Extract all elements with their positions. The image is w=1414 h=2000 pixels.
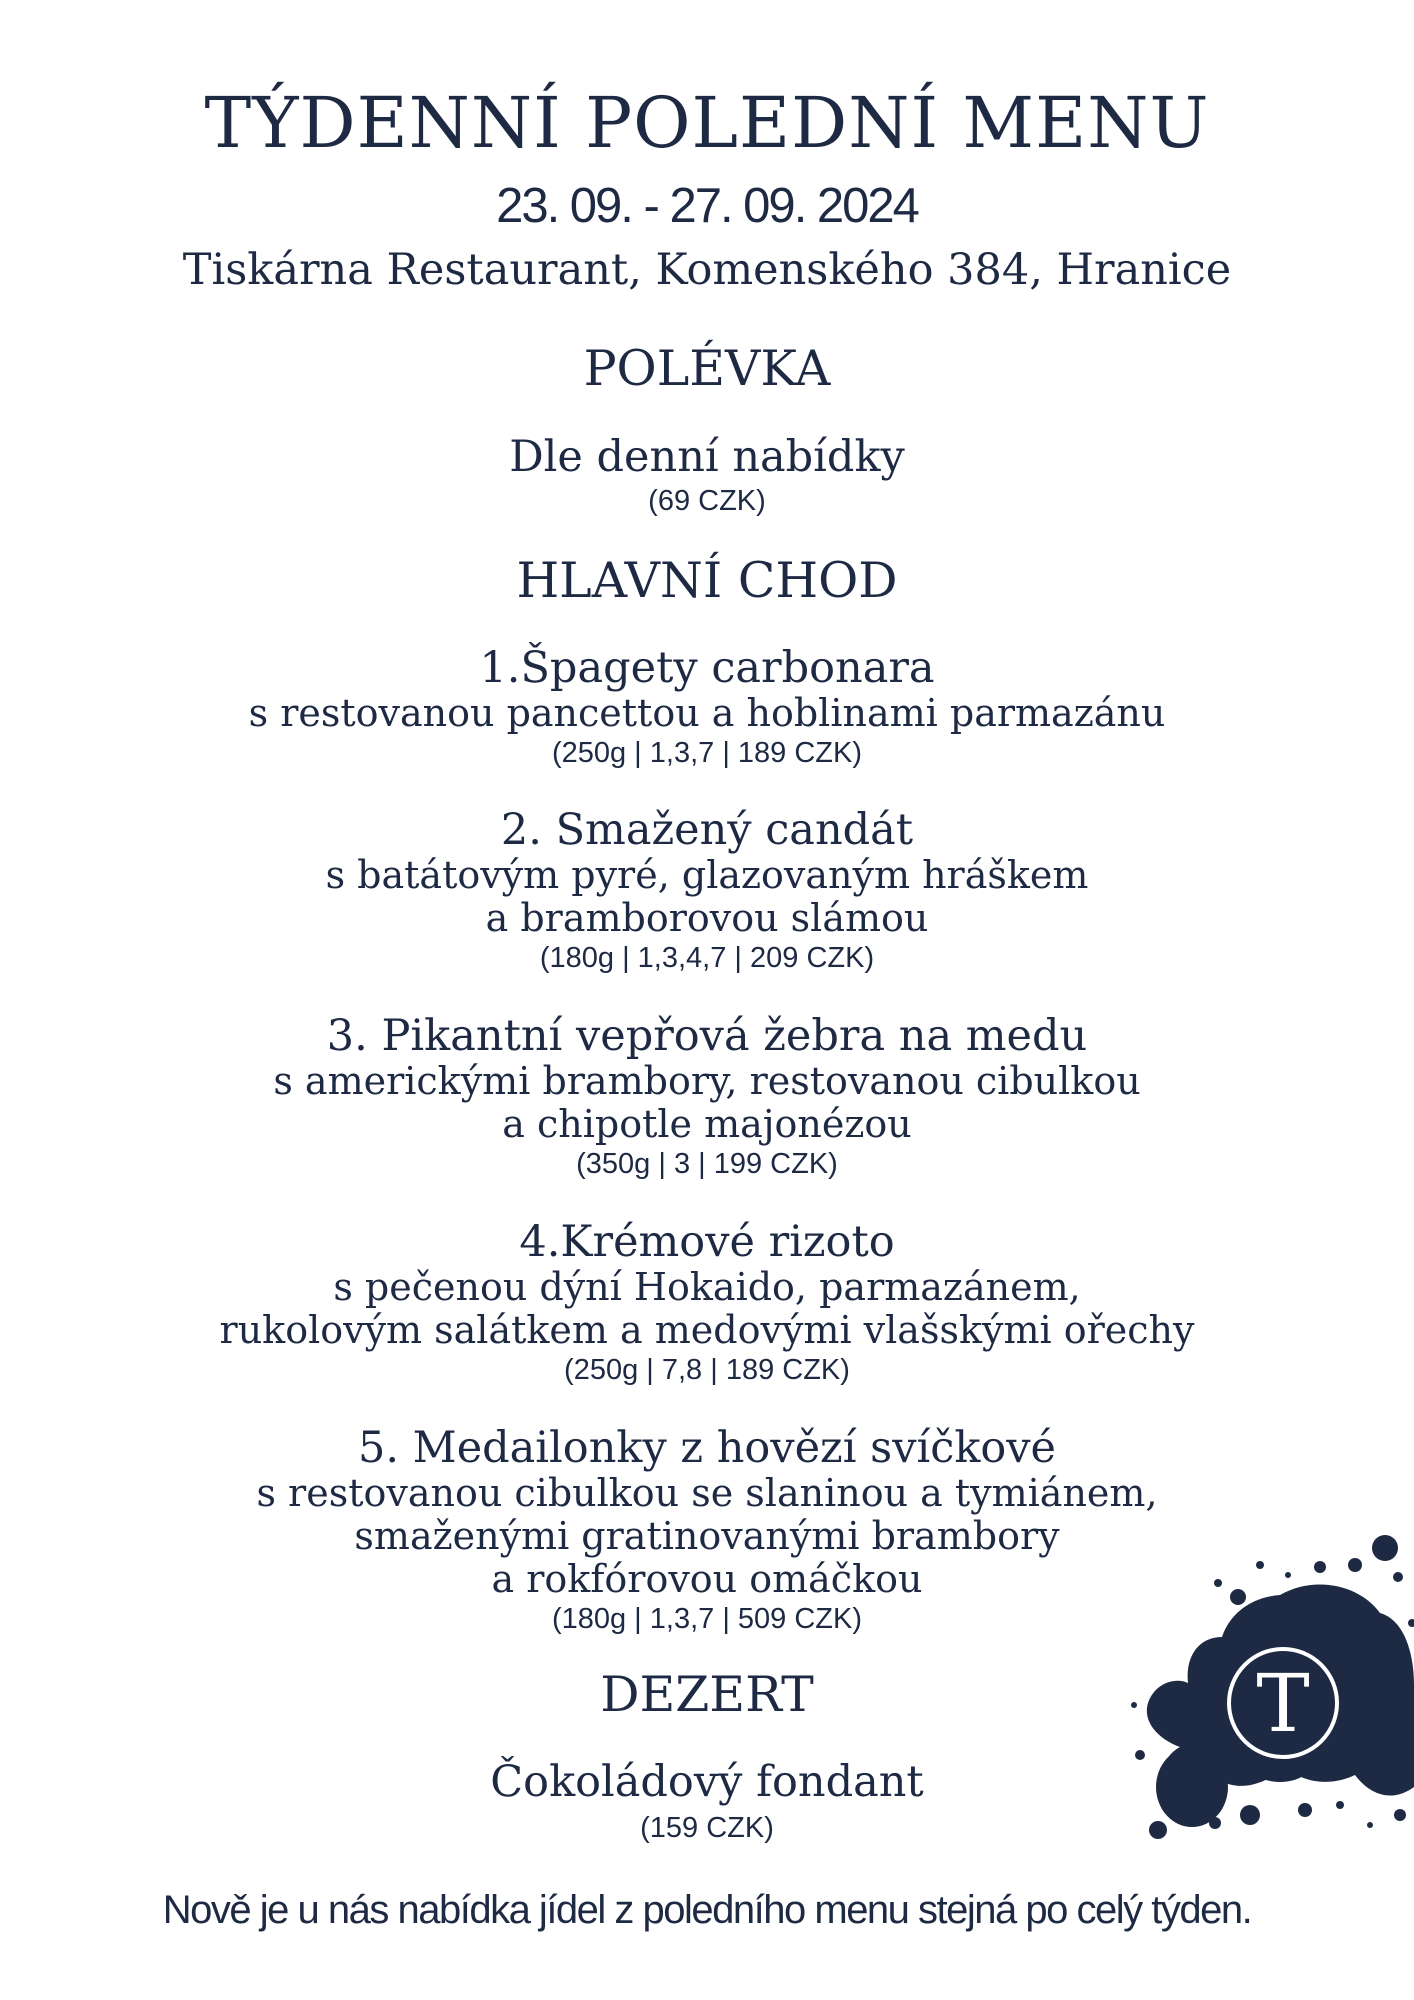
dish-description: a chipotle majonézou [502, 1102, 912, 1146]
dish-description: a rokfórovou omáčkou [491, 1557, 923, 1601]
dish-meta: (350g | 3 | 199 CZK) [576, 1148, 838, 1180]
dessert-heading: DEZERT [600, 1666, 814, 1723]
main-dish-1 [0, 644, 1414, 771]
main-dish-4 [0, 1218, 1414, 1388]
dish-name: 3. Pikantní vepřová žebra na medu [326, 1011, 1088, 1061]
footer-note: Nově je u nás nabídka jídel z poledního menu stejná po celý týden. [162, 1888, 1252, 1932]
dish-description: s restovanou cibulkou se slaninou a tymiánem, [256, 1471, 1158, 1515]
main-dish-2 [0, 806, 1414, 976]
dish-meta: (250g | 7,8 | 189 CZK) [564, 1354, 850, 1386]
soup-name: Dle denní nabídky [509, 432, 905, 482]
dish-description: s restovanou pancettou a hoblinami parmazánu [248, 691, 1166, 735]
dish-meta: (250g | 1,3,7 | 189 CZK) [551, 737, 863, 769]
menu-dates: 23. 09. - 27. 09. 2024 [496, 179, 918, 233]
main-course-heading: HLAVNÍ CHOD [516, 552, 898, 609]
dish-description: s pečenou dýní Hokaido, parmazánem, [333, 1265, 1081, 1309]
main-dish-3 [0, 1012, 1414, 1182]
menu-title: TÝDENNÍ POLEDNÍ MENU [204, 82, 1210, 164]
dish-description: s batátovým pyré, glazovaným hráškem [325, 853, 1089, 897]
logo-letter: T [1256, 1657, 1310, 1750]
dish-name: 1.Špagety carbonara [479, 643, 935, 693]
dish-description: smaženými gratinovanými brambory [354, 1514, 1060, 1558]
dish-meta: (180g | 1,3,7 | 509 CZK) [551, 1603, 863, 1635]
dish-description: s americkými brambory, restovanou cibulkou [273, 1059, 1141, 1103]
restaurant-address: Tiskárna Restaurant, Komenského 384, Hranice [182, 245, 1232, 295]
dish-name: 4.Krémové rizoto [519, 1217, 895, 1267]
dish-meta: (180g | 1,3,4,7 | 209 CZK) [539, 942, 875, 974]
soup-price: (69 CZK) [648, 485, 766, 517]
soup-heading: POLÉVKA [583, 340, 831, 397]
dish-description: rukolovým salátkem a medovými vlašskými ořechy [219, 1308, 1195, 1352]
dish-name: 2. Smažený candát [500, 805, 914, 855]
dish-description: a bramborovou slámou [485, 896, 929, 940]
dessert-name: Čokoládový fondant [490, 1757, 924, 1807]
ink-splash-logo-icon [1130, 1525, 1414, 1855]
dish-name: 5. Medailonky z hovězí svíčkové [357, 1423, 1057, 1473]
dessert-price: (159 CZK) [640, 1812, 774, 1844]
